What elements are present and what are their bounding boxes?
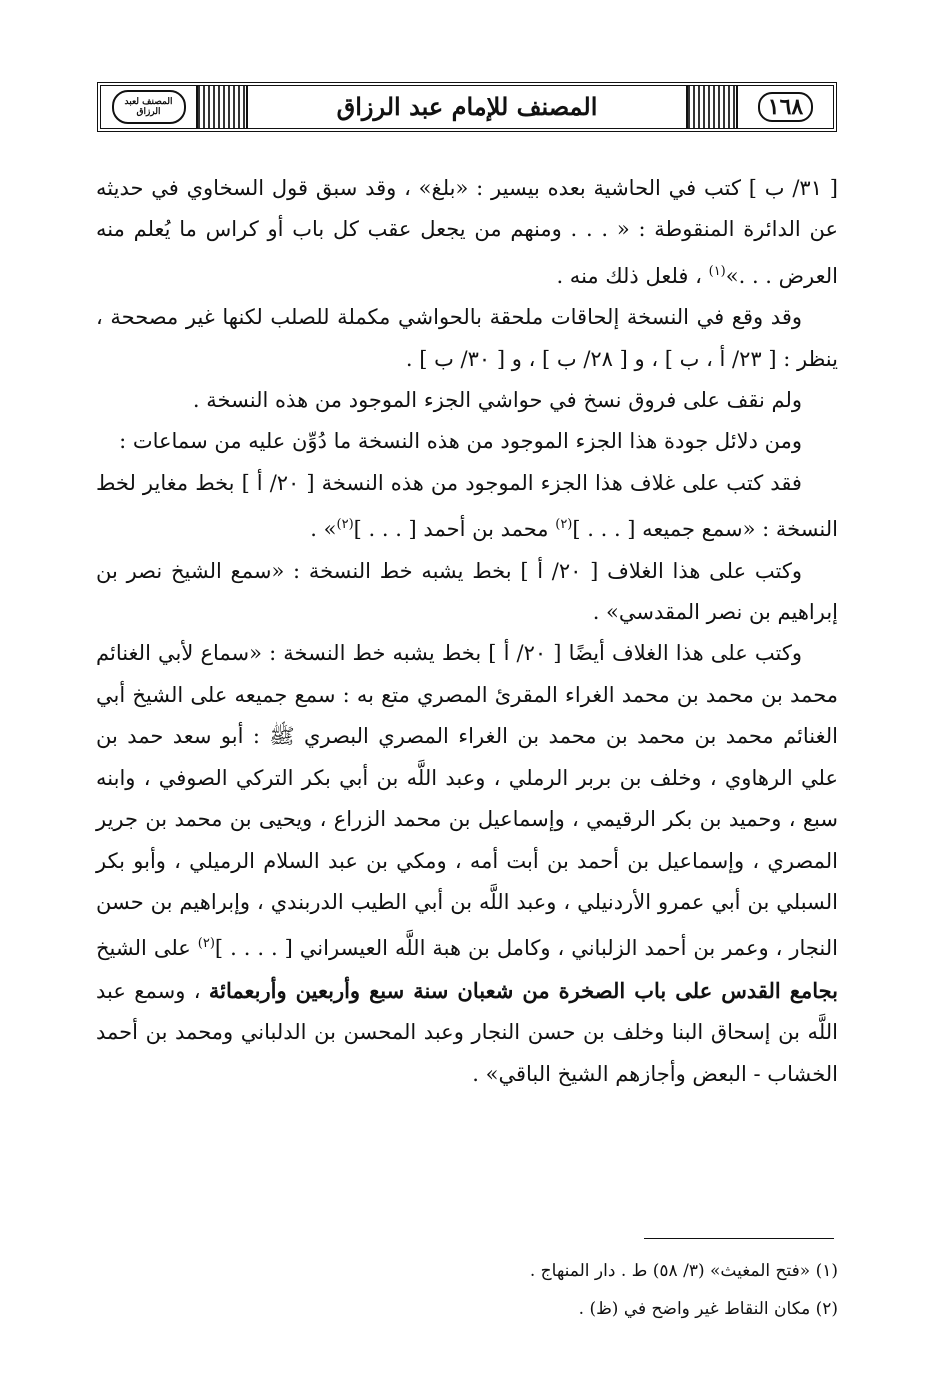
footnote-ref-2b: (٢) xyxy=(336,517,354,533)
footnote-1: (١) «فتح المغيث» (٣/ ٥٨) ط . دار المنهاج . xyxy=(529,1261,838,1281)
p7-c: ، وسمع عبد اللَّه بن إسحاق البنا وخلف بن حسن النجار وعبد المحسن بن الدلباني ومحمد بن أحمد الخشاب - البعض وأجازهم الشيخ الباقي» . xyxy=(96,978,838,1086)
paragraph-7 xyxy=(96,633,838,1094)
p5-b: محمد بن أحمد [ . . . ] xyxy=(353,517,556,542)
footnote-ref-1: (١) xyxy=(708,263,726,279)
p1-end: ، فلعل ذلك منه . xyxy=(556,263,709,288)
ornament-right xyxy=(688,86,736,128)
p5-a: فقد كتب على غلاف هذا الجزء الموجود من هذه النسخة [ ٢٠/ أ ] بخط مغاير لخط النسخة : «سمع جميعه [ . . . ] xyxy=(96,470,838,542)
p7-bold: بجامع القدس على باب الصخرة من شعبان سنة سبع وأربعين وأربعمائة xyxy=(208,977,838,1003)
page-number-box xyxy=(736,86,833,128)
page-header xyxy=(97,82,837,132)
main-text xyxy=(96,168,838,1095)
seal-logo: المصنف لعبد الرزاق xyxy=(112,90,186,124)
paragraph-3: ولم نقف على فروق نسخ في حواشي الجزء الموجود من هذه النسخة . xyxy=(192,388,802,413)
footnote-2: (٢) مكان النقاط غير واضح في (ظ) . xyxy=(578,1299,838,1319)
p5-c: » . xyxy=(310,517,337,542)
footnote-ref-2a: (٢) xyxy=(555,517,573,533)
running-title: المصنف للإمام عبد الرزاق xyxy=(246,86,688,128)
footnotes xyxy=(96,1252,838,1328)
footnote-rule xyxy=(644,1238,834,1239)
paragraph-1 xyxy=(96,168,838,297)
paragraph-6: وكتب على هذا الغلاف [ ٢٠/ أ ] بخط يشبه خط النسخة : «سمع الشيخ نصر بن إبراهيم بن نصر المقدسي» . xyxy=(96,558,838,625)
seal-box xyxy=(101,86,198,128)
p7-b: على الشيخ xyxy=(96,936,198,961)
paragraph-4: ومن دلائل جودة هذا الجزء الموجود من هذه النسخة ما دُوِّن عليه من سماعات : xyxy=(119,429,802,454)
paragraph-2: وقد وقع في النسخة إلحاقات ملحقة بالحواشي مكملة للصلب لكنها غير مصححة ، ينظر : [ ٢٣/ أ ، ب ] ، و [ ٢٨/ ب ] ، و [ ٣٠/ ب ] . xyxy=(96,305,838,371)
footnote-ref-2c: (٢) xyxy=(197,936,215,952)
ornament-left xyxy=(198,86,246,128)
p7-a: وكتب على هذا الغلاف أيضًا [ ٢٠/ أ ] بخط يشبه خط النسخة : «سماع لأبي الغنائم محمد بن محمد بن محمد الغراء المقرئ المصري متع به : سمع جميعه على الشيخ أبي الغنائم محمد بن محمد بن محمد بن الغراء المصري البصري ﷺ : أبو سعد حمد بن علي الرهاوي ، وخلف بن بربر الرملي ، وعبد اللَّه بن أبي بكر التركي الصوفي ، وابنه سبع ، وحميد بن بكر الرقيمي ، وإسماعيل بن محمد الزراع ، ويحيى بن محمد بن جرير المصري ، وإسماعيل بن أحمد بن أبت أمه ، ومكي بن عبد السلام الرميلي ، وأبو بكر السبلي بن أبي عمرو الأردنيلي ، وعبد اللَّه بن أبي الطيب الدربندي ، وإبراهيم بن حسن النجار ، وعمر بن أحمد الزلباني ، وكامل بن هبة اللَّه العيسراني [ . . . . ] xyxy=(96,641,838,961)
p1-text: [ ٣١/ ب ] كتب في الحاشية بعده بيسير : «بلغ» ، وقد سبق قول السخاوي في حديثه عن الدائرة المنقوطة : « . . . ومنهم من يجعل عقب كل باب أو كراس ما يُعلم منه العرض . . .» xyxy=(96,176,838,288)
page-number: ١٦٨ xyxy=(758,92,813,122)
paragraph-5 xyxy=(96,463,838,551)
